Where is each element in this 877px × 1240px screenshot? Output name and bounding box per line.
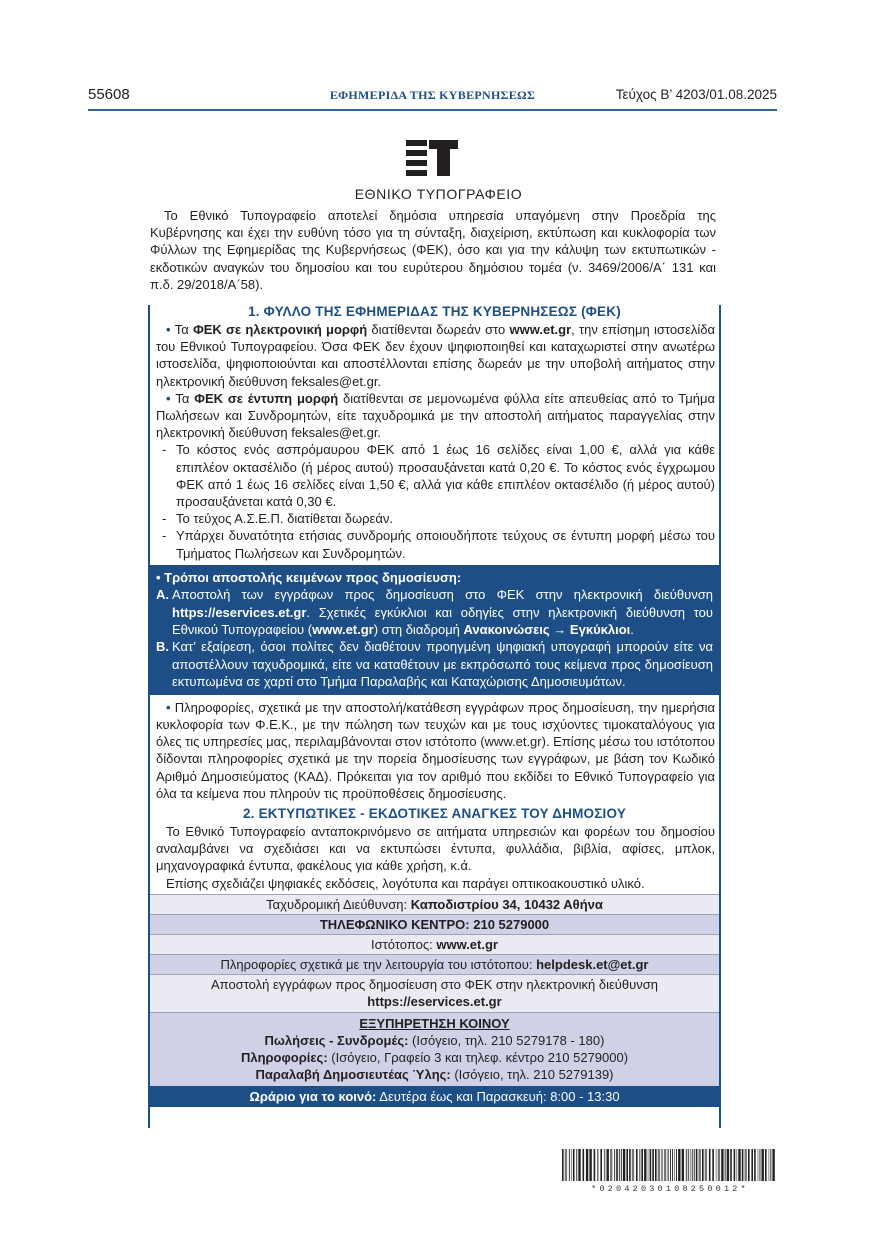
barcode-number: *02042030108250012* — [591, 1184, 749, 1194]
digital-editions-paragraph: Επίσης σχεδιάζει ψηφιακές εκδόσεις, λογότυπα και παράγει οπτικοακουστικό υλικό. — [166, 875, 645, 891]
service-line — [150, 1066, 719, 1083]
barcode-bar — [562, 1149, 564, 1181]
phone-label: ΤΗΛΕΦΩΝΙΚΟ ΚΕΝΤΡΟ: — [319, 916, 474, 932]
text: διατίθενται δωρεάν στο — [367, 322, 510, 337]
service-line-label: Πληροφορίες: — [240, 1049, 328, 1065]
list-item: - Το κόστος ενός ασπρόμαυρου ΦΕΚ από 1 έως 16 σελίδες είναι 1,00 €, αλλά για κάθε επιπλέον οκτασέλιδο (ή μέρος αυτού) προσαυξάνεται κατά 0,20 €. Το κόστος ενός έγχρωμου ΦΕΚ από 1 έως 16 σελίδες είναι 1,50 €, αλλά για κάθε επιπλέον οκτασέλιδο (ή μέρος αυτού) προσαυξάνεται κατά 0,30 €. — [162, 441, 715, 510]
barcode-bar — [589, 1149, 591, 1181]
service-line — [150, 1032, 719, 1049]
barcode-bar — [674, 1149, 675, 1181]
circulars-label: Εγκύκλιοι — [569, 622, 631, 638]
barcode-bar — [716, 1149, 717, 1181]
service-line-value: (Ισόγειο, τηλ. 210 5279139) — [450, 1066, 614, 1082]
section-1-title: 1. ΦΥΛΛΟ ΤΗΣ ΕΦΗΜΕΡΙΔΑΣ ΤΗΣ ΚΥΒΕΡΝΗΣΕΩΣ (ΦΕΚ) — [248, 304, 621, 319]
barcode-bar — [594, 1149, 596, 1181]
pricing-list — [150, 441, 719, 561]
barcode-bar — [573, 1149, 575, 1181]
printed-fek-paragraph — [150, 390, 719, 442]
hours-row — [150, 1086, 719, 1107]
barcode-bar — [578, 1149, 580, 1181]
announcements-label: Ανακοινώσεις — [463, 622, 550, 638]
contact-table — [150, 894, 719, 1107]
barcode-bar — [586, 1149, 588, 1181]
website-link[interactable]: www.et.gr — [509, 322, 572, 337]
intro-paragraph — [150, 207, 716, 293]
barcode-bar — [623, 1149, 625, 1181]
website-label: Ιστότοπος: — [371, 936, 437, 952]
address-row — [150, 894, 719, 914]
hours-label: Ωράριο για το κοινό: — [249, 1088, 377, 1104]
barcode-bar — [762, 1149, 764, 1181]
barcode-bar — [742, 1149, 744, 1181]
barcode-bar — [765, 1149, 767, 1181]
submission-item-b — [156, 638, 713, 690]
info-frame — [148, 305, 721, 1128]
intro-text: Το Εθνικό Τυπογραφείο αποτελεί δημόσια υπηρεσία υπαγόμενη στην Προεδρία της Κυβέρνησης και έχει την ευθύνη τόσο για τη σύνταξη, διαχείριση, εκτύπωση και κυκλοφορία των Φύλλων της Εφημερίδας της Κυβερνήσεως (ΦΕΚ), όσο και για την κάλυψη των εκτυπωτικών - εκδοτικών αναγκών του δημοσίου και του ευρύτερου δημόσιου τομέα (ν. 3469/2006/Α΄ 131 και π.δ. 29/2018/Α΄58). — [150, 208, 716, 292]
service-line-value: (Ισόγειο, τηλ. 210 5279178 - 180) — [408, 1032, 605, 1048]
barcode-bar — [565, 1149, 567, 1181]
barcode-bar — [597, 1149, 599, 1181]
item-letter: Β. — [156, 639, 169, 655]
barcode-bar — [576, 1149, 577, 1181]
organization-name: ΕΘΝΙΚΟ ΤΥΠΟΓΡΑΦΕΙΟ — [354, 186, 523, 202]
barcode-bar — [754, 1149, 756, 1181]
text: Αποστολή των εγγράφων προς δημοσίευση στο ΦΕΚ στην ηλεκτρονική διεύθυνση — [172, 587, 713, 603]
barcode-bar — [607, 1149, 609, 1181]
website-link[interactable]: www.et.gr — [436, 936, 498, 952]
barcode-bar — [758, 1149, 759, 1181]
publication-title: ΕΦΗΜΕΡΙΔΑ ΤΗΣ ΚΥΒΕΡΝΗΣΕΩΣ — [329, 88, 536, 102]
barcode-bar — [682, 1149, 684, 1181]
helpdesk-label: Πληροφορίες σχετικά με την λειτουργία του ιστότοπου: — [220, 956, 537, 972]
text: Πληροφορίες, σχετικά με την αποστολή/κατάθεση εγγράφων προς δημοσίευση, την ημερήσια κυκλοφορία των Φ.Ε.Κ., με την πώληση των τευχών και με τους ισχύοντες τιμοκαταλόγους για όλες τις υπηρεσίες μας, περιλαμβάνονται στον ιστότοπο (www.et.gr). Επίσης μέσω του ιστότοπου δίδονται πληροφορίες σχετικά με την πορεία δημοσίευσης των εγγράφων, με βάση τον Κωδικό Αριθμό Δημοσιεύματος (ΚΑΔ). Πρόκειται για τον αριθμό που εκδίδει το Εθνικό Τυπογραφείο για όλα τα κείμενα που πληρούν τις προϋποθέσεις δημοσίευσης. — [156, 699, 716, 801]
website-link[interactable]: www.et.gr — [312, 622, 374, 638]
barcode-bar — [718, 1149, 720, 1181]
header-rule — [88, 109, 777, 111]
barcode-bar — [709, 1149, 711, 1181]
barcode-bar — [614, 1149, 615, 1181]
arrow-right-icon: → — [549, 622, 570, 638]
barcode-bar — [664, 1149, 666, 1181]
eservices-link[interactable]: https://eservices.et.gr — [367, 993, 502, 1009]
helpdesk-email-link[interactable]: helpdesk.et@et.gr — [536, 956, 649, 972]
list-item: - Υπάρχει δυνατότητα ετήσιας συνδρομής οποιουδήποτε τεύχους σε έντυπη μορφή μέσω του Τμήματος Πωλήσεων και Συνδρομητών. — [162, 527, 715, 561]
et-logo-icon — [406, 140, 458, 176]
barcode-icon — [562, 1149, 777, 1181]
eservices-link[interactable]: https://eservices.et.gr — [172, 604, 307, 620]
barcode-bar — [583, 1149, 585, 1181]
website-row — [150, 934, 719, 954]
text: Τα — [175, 390, 195, 406]
barcode-bar — [694, 1149, 695, 1181]
address-value: Καποδιστρίου 34, 10432 Αθήνα — [410, 896, 603, 912]
barcode-bar — [610, 1149, 612, 1181]
eservices-row — [150, 974, 719, 1012]
helpdesk-row — [150, 954, 719, 974]
service-line-label: Παραλαβή Δημοσιευτέας Ύλης: — [255, 1066, 451, 1082]
barcode-bar — [632, 1149, 634, 1181]
barcode-bar — [738, 1149, 740, 1181]
phone-row — [150, 914, 719, 934]
address-label: Ταχυδρομική Διεύθυνση: — [266, 896, 411, 912]
barcode-bar — [644, 1149, 646, 1181]
barcode-bar — [678, 1149, 680, 1181]
submission-methods-box — [150, 565, 719, 695]
barcode-bar — [721, 1149, 723, 1181]
text: Τα — [174, 322, 194, 337]
barcode-bar — [670, 1149, 671, 1181]
barcode-bar — [667, 1149, 669, 1181]
bullet-icon: • — [166, 390, 176, 406]
barcode-bar — [751, 1149, 753, 1181]
barcode-bar — [727, 1149, 729, 1181]
barcode-bar — [600, 1149, 602, 1181]
barcode-bar — [648, 1149, 649, 1181]
section-2-title: 2. ΕΚΤΥΠΩΤΙΚΕΣ - ΕΚΔΟΤΙΚΕΣ ΑΝΑΓΚΕΣ ΤΟΥ ΔΗΜΟΣΙΟΥ — [242, 805, 627, 821]
barcode-bar — [736, 1149, 737, 1181]
barcode-bar — [639, 1149, 640, 1181]
barcode-bar — [725, 1149, 726, 1181]
page-number: 55608 — [88, 86, 130, 103]
barcode-bar — [768, 1149, 769, 1181]
barcode-bar — [692, 1149, 693, 1181]
barcode-bar — [629, 1149, 631, 1181]
barcode-bar — [734, 1149, 736, 1181]
barcode-bar — [626, 1149, 628, 1181]
barcode-bar — [619, 1149, 620, 1181]
barcode-bar — [770, 1149, 771, 1181]
barcode-bar — [636, 1149, 638, 1181]
barcode-bar — [661, 1149, 663, 1181]
barcode-bar — [772, 1149, 774, 1181]
barcode-bar — [699, 1149, 701, 1181]
barcode-bar — [690, 1149, 691, 1181]
barcode-bar — [641, 1149, 643, 1181]
service-heading: ΕΞΥΠΗΡΕΤΗΣΗ ΚΟΙΝΟΥ — [359, 1015, 510, 1031]
barcode-bar — [604, 1149, 606, 1181]
hours-value: Δευτέρα έως και Παρασκευή: 8:00 - 13:30 — [376, 1088, 620, 1104]
barcode-bar — [705, 1149, 707, 1181]
printing-needs-paragraph: Το Εθνικό Τυπογραφείο ανταποκρινόμενο σε αιτήματα υπηρεσιών και φορέων του δημοσίου αναλαμβάνει να σχεδιάσει και να εκτυπώσει έντυπα, φυλλάδια, βιβλία, αφίσες, μπλοκ, μηχανογραφικά έντυπα, φακέλους για κάθε χρήση, κ.ά. — [156, 823, 715, 874]
barcode-bar — [745, 1149, 747, 1181]
barcode-bar — [621, 1149, 622, 1181]
text: Κατ’ εξαίρεση, όσοι πολίτες δεν διαθέτουν προηγμένη ψηφιακή υπογραφή μπορούν είτε να αποστέλλουν ταχυδρομικά, είτε να καταθέτουν με εκπρόσωπό τους κείμενα προς δημοσίευση εκτυπωμένα σε χαρτί στο Τμήμα Παραλαβής και Καταχώρισης Δημοσιευμάτων. — [172, 639, 713, 690]
barcode-bar — [655, 1149, 657, 1181]
barcode-bar — [616, 1149, 618, 1181]
barcode-bar — [688, 1149, 689, 1181]
barcode-bar — [712, 1149, 714, 1181]
heading-text: Τρόποι αποστολής κειμένων προς δημοσίευση: — [164, 569, 462, 585]
public-service-block — [150, 1012, 719, 1086]
info-paragraph — [150, 699, 719, 802]
barcode-bar — [652, 1149, 654, 1181]
bold-text: ΦΕΚ σε έντυπη μορφή — [194, 390, 339, 406]
barcode-bar — [571, 1149, 572, 1181]
barcode-bar — [730, 1149, 732, 1181]
bold-text: ΦΕΚ σε ηλεκτρονική μορφή — [193, 322, 368, 337]
bullet-icon: • — [166, 322, 175, 337]
barcode-bar — [569, 1149, 570, 1181]
phone-value: 210 5279000 — [473, 916, 550, 932]
barcode-bar — [686, 1149, 687, 1181]
submission-heading — [156, 569, 713, 586]
barcode-bar — [696, 1149, 698, 1181]
barcode-bar — [650, 1149, 652, 1181]
text: διατίθενται σε μεμονωμένα φύλλα είτε απευθείας από το Τμήμα Πωλήσεων και Συνδρομητών, είτε ταχυδρομικά με την αποστολή αιτήματος παραγγελίας στην ηλεκτρονική διεύθυνση feksales@et.gr. — [156, 390, 715, 441]
text: , την επίσημη ιστοσελίδα του Εθνικού Τυπογραφείου. Όσα ΦΕΚ δεν έχουν ψηφιοποιηθεί και καταχωριστεί στην ανωτέρω ιστοσελίδα, ψηφιοποιούνται και αποστέλλονται επίσης δωρεάν με την υποβολή αιτήματος στην ηλεκτρονική διεύθυνση feksales@et.gr. — [156, 322, 716, 389]
page-header — [88, 86, 777, 108]
bullet-icon: • — [166, 699, 175, 715]
barcode-bar — [676, 1149, 677, 1181]
service-line — [150, 1049, 719, 1066]
barcode-bar — [672, 1149, 673, 1181]
electronic-feк-paragraph — [150, 321, 719, 390]
service-line-label: Πωλήσεις - Συνδρομές: — [264, 1032, 409, 1048]
barcode-bar — [702, 1149, 704, 1181]
barcode-bar — [760, 1149, 761, 1181]
barcode-bar — [748, 1149, 750, 1181]
eservices-label: Αποστολή εγγράφων προς δημοσίευση στο ΦΕΚ στην ηλεκτρονική διεύθυνση — [210, 976, 658, 992]
submission-item-a — [156, 586, 713, 638]
text: . Σχετικές εγκύκλιοι και οδηγίες στην ηλεκτρονική διεύθυνση του Εθνικού Τυπογραφείου ( — [172, 604, 713, 638]
item-letter: Α. — [156, 587, 169, 603]
text: ) στη διαδρομή — [373, 622, 464, 638]
text: . — [630, 622, 634, 638]
service-line-value: (Ισόγειο, Γραφείο 3 και τηλεφ. κέντρο 210 5279000) — [327, 1049, 629, 1065]
list-item: - Το τεύχος Α.Σ.Ε.Π. διατίθεται δωρεάν. — [162, 510, 715, 527]
bullet-icon: • — [156, 569, 165, 585]
issue-number: Τεύχος B’ 4203/01.08.2025 — [615, 87, 777, 102]
barcode-bar — [658, 1149, 660, 1181]
